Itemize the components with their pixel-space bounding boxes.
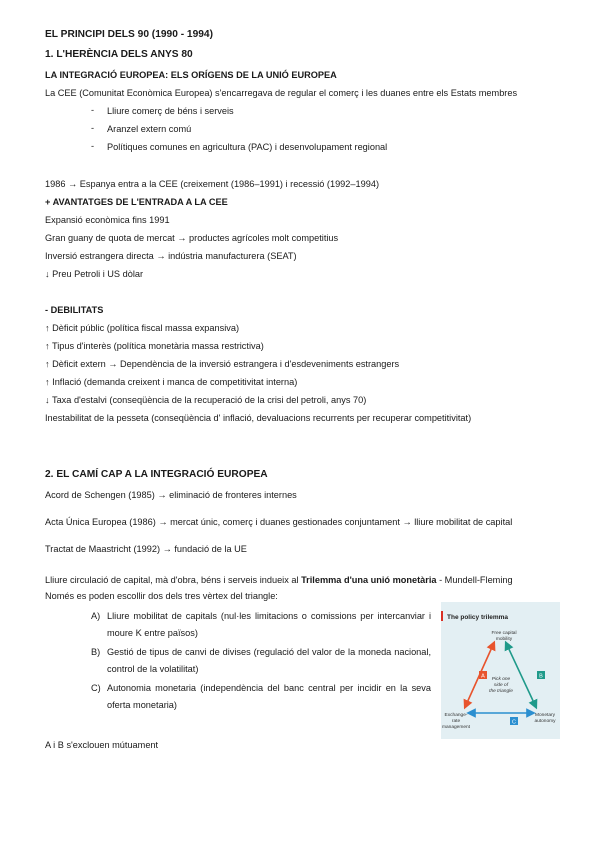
bullet-dash: - xyxy=(91,141,95,151)
document-title: EL PRINCIPI DELS 90 (1990 - 1994) xyxy=(45,29,213,40)
advantage-item: Gran guany de quota de mercat → productes agrícoles molt competitius xyxy=(45,233,339,243)
weakness-item: ↑ Dèficit extern → Dependència de la inversió estrangera i d'esdeveniments estrangers xyxy=(45,359,400,369)
center-line: Pick one xyxy=(491,677,511,682)
year-1986-line: 1986 → Espanya entra a la CEE (creixement (1986–1991) i recessió (1992–1994) xyxy=(45,179,380,189)
choose-two-line: Només es poden escollir dos dels tres vèrtex del triangle: xyxy=(45,591,278,601)
bullet-dash: - xyxy=(91,123,95,133)
label-b: B xyxy=(539,673,543,680)
bullet-item: Aranzel extern comú xyxy=(107,124,192,134)
section-2-heading: 2. EL CAMÍ CAP A LA INTEGRACIÓ EUROPEA xyxy=(45,469,268,480)
conclusion-line: A i B s'exclouen mútuament xyxy=(45,740,159,750)
left-vertex-line: management xyxy=(442,725,470,730)
weakness-item: ↑ Dèficit públic (política fiscal massa expansiva) xyxy=(45,323,240,333)
weakness-item: Inestabilitat de la pesseta (conseqüència d' inflació, devaluacions recurrents per recuperar competitivitat) xyxy=(45,413,472,423)
trilemma-diagram xyxy=(441,602,560,739)
center-line: the triangle xyxy=(489,689,513,694)
maastricht-line: Tractat de Maastricht (1992) → fundació de la UE xyxy=(45,544,247,554)
label-a: A xyxy=(481,673,485,680)
bullet-dash: - xyxy=(91,105,95,115)
right-vertex-line: Monetary xyxy=(535,713,555,718)
section-1-heading: 1. L'HERÈNCIA DELS ANYS 80 xyxy=(45,49,193,60)
advantage-item: ↓ Preu Petroli i US dòlar xyxy=(45,269,144,279)
section-1-subheading: LA INTEGRACIÓ EUROPEA: ELS ORÍGENS DE LA UNIÓ EUROPEA xyxy=(45,70,337,80)
policy-trilemma-figure xyxy=(441,602,560,739)
weaknesses-heading: - DEBILITATS xyxy=(45,305,104,315)
figure-title-bar xyxy=(441,611,443,621)
right-vertex-line: autonomy xyxy=(534,719,556,724)
weakness-item: ↓ Taxa d'estalvi (conseqüència de la recuperació de la crisi del petroli, anys 70) xyxy=(45,395,367,405)
advantages-heading: + AVANTATGES DE L'ENTRADA A LA CEE xyxy=(45,197,228,207)
option-b xyxy=(91,644,431,678)
option-a xyxy=(91,608,431,642)
top-vertex-line: mobility xyxy=(495,637,513,642)
bullet-item: Lliure comerç de béns i serveis xyxy=(107,106,234,116)
option-a-text: Lliure mobilitat de capitals (nul·les limitacions o comissions per intercanviar i moure K entre països) xyxy=(107,611,431,638)
label-c: C xyxy=(512,719,516,726)
advantage-item: Expansió econòmica fins 1991 xyxy=(45,215,170,225)
weakness-item: ↑ Inflació (demanda creixent i manca de competitivitat interna) xyxy=(45,377,298,387)
option-c-text: Autonomia monetaria (independència del banc central per incidir en la seva oferta monetaria) xyxy=(107,683,431,710)
option-b-text: Gestió de tipus de canvi de divises (regulació del valor de la moneda nacional, control de la volatilitat) xyxy=(107,647,431,674)
option-a-mark: A) xyxy=(91,611,101,621)
trilemma-prefix: Lliure circulació de capital, mà d'obra, béns i serveis indueix al xyxy=(45,575,302,585)
left-vertex-line: Exchange- xyxy=(444,713,468,718)
weakness-item: ↑ Tipus d'interès (política monetària massa restrictiva) xyxy=(45,341,264,351)
trilemma-suffix: - Mundell-Fleming xyxy=(436,575,513,585)
advantage-item: Inversió estrangera directa → indústria manufacturera (SEAT) xyxy=(45,251,297,261)
schengen-line: Acord de Schengen (1985) → eliminació de fronteres internes xyxy=(45,490,297,500)
top-vertex-line: Free capital xyxy=(491,631,517,636)
cee-intro: La CEE (Comunitat Econòmica Europea) s'encarregava de regular el comerç i les duanes entre els Estats membres xyxy=(45,88,518,98)
figure-title: The policy trilemma xyxy=(447,614,509,621)
left-vertex-line: rate xyxy=(451,719,461,724)
center-line: side of xyxy=(493,683,509,688)
option-c-mark: C) xyxy=(91,683,101,693)
bullet-item: Polítiques comunes en agricultura (PAC) i desenvolupament regional xyxy=(107,142,388,152)
option-b-mark: B) xyxy=(91,647,101,657)
option-c xyxy=(91,680,431,714)
acta-unica-line: Acta Única Europea (1986) → mercat únic, comerç i duanes gestionades conjuntament → lliure mobilitat de capital xyxy=(45,517,513,527)
trilemma-term: Trilemma d'una unió monetària xyxy=(301,575,437,585)
trilemma-intro xyxy=(45,574,513,586)
